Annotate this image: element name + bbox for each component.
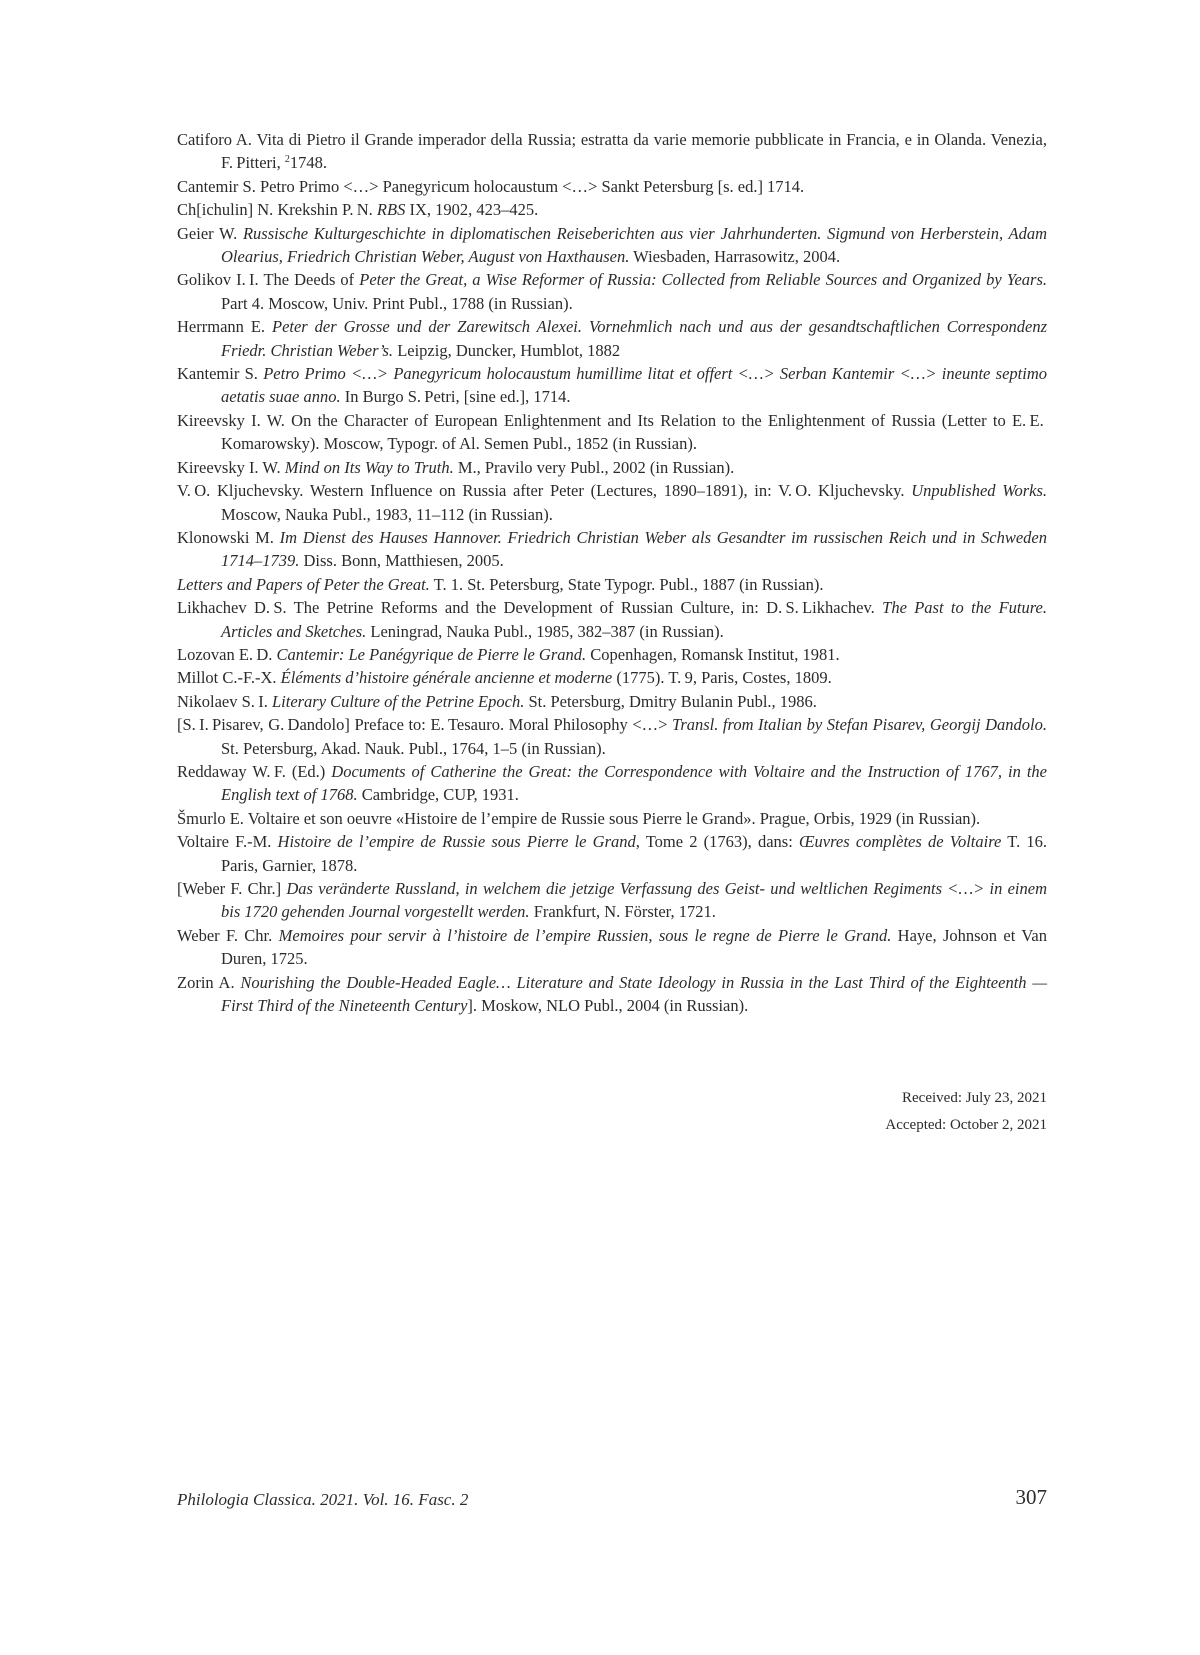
reference-text: Kireevsky I. W. On the Character of European Enlightenment and Its Relation to the Enlightenment of Russia (Letter to E. E. Komarowsky). Moscow, Typogr. of Al. Semen Publ., 1852 (in Russian). <box>177 410 1047 454</box>
page-number: 307 <box>1015 1485 1047 1509</box>
reference-entry <box>177 573 1047 596</box>
reference-text: Likhachev D. S. The Petrine Reforms and the Development of Russian Culture, in: D. S. Likhachev. <box>177 598 883 618</box>
reference-entry <box>177 643 1047 666</box>
reference-text: Geier W. <box>177 223 243 243</box>
reference-text: Weber F. Chr. <box>177 925 279 945</box>
reference-text: Zorin A. <box>177 972 241 992</box>
reference-entry <box>177 713 1047 760</box>
reference-entry <box>177 315 1047 362</box>
reference-title: Histoire de l’empire de Russie sous Pierre le Grand <box>277 832 636 852</box>
reference-text: Golikov I. I. The Deeds of <box>177 270 360 290</box>
journal-footer: Philologia Classica. 2021. Vol. 16. Fasc. 2 <box>177 1490 469 1509</box>
reference-title: The Past to the Future. Articles and Sketches. <box>221 598 1047 641</box>
reference-text: Šmurlo E. Voltaire et son oeuvre «Histoire de l’empire de Russie sous Pierre le Grand». Prague, Orbis, 1929 (in Russian). <box>177 808 981 828</box>
reference-text: , Tome 2 (1763), dans: <box>635 832 799 852</box>
reference-text: Voltaire F.-M. <box>177 832 278 852</box>
reference-text: St. Petersburg, Akad. Nauk. Publ., 1764, 1–5 (in Russian). <box>221 738 606 758</box>
reference-title: Memoires pour servir à l’histoire de l’empire Russien, sous le regne de Pierre le Grand. <box>278 925 892 945</box>
reference-text: Haye, Johnson et Van Duren, 1725. <box>221 925 1047 969</box>
reference-title: Œuvres complètes de Voltaire <box>798 832 1002 852</box>
reference-title: Russische Kulturgeschichte in diplomatischen Reiseberichten aus vier Jahrhunderten. Sigmund von Herberstein, Adam Olearius, Friedrich Christian Weber, August von Haxthausen. <box>221 223 1047 267</box>
reference-entry <box>177 760 1047 807</box>
reference-entry <box>177 128 1047 175</box>
reference-entry <box>177 362 1047 409</box>
reference-text: Nikolaev S. I. <box>177 691 272 711</box>
reference-text: IX, 1902, 423–425. <box>405 200 539 220</box>
reference-title: Nourishing the Double-Headed Eagle… Literature and State Ideology in Russia in the Last Third of the Eighteenth — First Third of the Nineteenth Century <box>221 972 1047 1016</box>
reference-entry <box>177 877 1047 924</box>
reference-text: Leningrad, Nauka Publ., 1985, 382–387 (in Russian). <box>366 621 724 641</box>
submission-dates <box>885 1085 1047 1139</box>
reference-entry <box>177 222 1047 269</box>
accepted-date: Accepted: October 2, 2021 <box>885 1117 1047 1133</box>
reference-list <box>177 128 1047 1017</box>
reference-entry <box>177 268 1047 315</box>
reference-entry <box>177 526 1047 573</box>
reference-text: 1748. <box>289 153 327 173</box>
reference-title: Peter der Grosse und der Zarewitsch Alexei. Vornehmlich nach und aus der gesandtschaftlichen Correspondenz Friedr. Christian Weber’s. <box>221 317 1048 360</box>
reference-entry <box>177 479 1047 526</box>
reference-text: In Burgo S. Petri, [sine ed.], 1714. <box>340 387 571 407</box>
reference-title: Unpublished Works. <box>911 481 1048 501</box>
reference-text: Diss. Bonn, Matthiesen, 2005. <box>299 551 504 571</box>
reference-entry <box>177 830 1047 877</box>
reference-text: Herrmann E. <box>177 317 272 337</box>
reference-text: [S. I. Pisarev, G. Dandolo] Preface to: E. Tesauro. Moral Philosophy <…> <box>177 715 673 735</box>
reference-entry <box>177 596 1047 643</box>
reference-text: Copenhagen, Romansk Institut, 1981. <box>586 644 840 664</box>
edition-superscript: 2 <box>284 154 290 166</box>
reference-text: Klonowski M. <box>177 527 280 547</box>
reference-text: Kireevsky I. W. <box>177 457 285 477</box>
reference-entry <box>177 198 1047 221</box>
reference-text: Cantemir S. Petro Primo <…> Panegyricum holocaustum <…> Sankt Petersburg [s. ed.] 1714. <box>177 176 805 196</box>
reference-text: Moscow, Nauka Publ., 1983, 11–112 (in Russian). <box>221 504 553 524</box>
reference-text: Reddaway W. F. (Ed.) <box>177 761 332 781</box>
reference-entry <box>177 666 1047 689</box>
reference-text: Millot C.-F.-X. <box>177 668 281 688</box>
reference-text: Part 4. Moscow, Univ. Print Publ., 1788 (in Russian). <box>221 293 573 313</box>
reference-title: Petro Primo <…> Panegyricum holocaustum humillime litat et offert <…> Serban Kantemir <…> ineunte septimo aetatis suae anno. <box>221 364 1047 407</box>
reference-title: Documents of Catherine the Great: the Correspondence with Voltaire and the Instruction of 1767, in the English text of 1768. <box>221 761 1047 805</box>
reference-text: St. Petersburg, Dmitry Bulanin Publ., 1986. <box>524 691 817 711</box>
reference-title: Éléments d’histoire générale ancienne et moderne <box>280 668 613 688</box>
reference-text: T. 1. St. Petersburg, State Typogr. Publ., 1887 (in Russian). <box>429 574 824 594</box>
reference-text: (1775). T. 9, Paris, Costes, 1809. <box>612 668 832 688</box>
reference-text: Kantemir S. <box>177 364 264 384</box>
reference-title: Im Dienst des Hauses Hannover. Friedrich Christian Weber als Gesandter im russischen Reich und in Schweden 1714–1739. <box>221 527 1048 571</box>
reference-entry <box>177 807 1047 830</box>
reference-entry <box>177 456 1047 479</box>
received-date: Received: July 23, 2021 <box>902 1090 1047 1106</box>
reference-entry <box>177 971 1047 1018</box>
reference-text: [Weber F. Chr.] <box>177 879 287 898</box>
reference-text: Leipzig, Duncker, Humblot, 1882 <box>393 340 621 360</box>
reference-text: Ch[ichulin] N. Krekshin P. N. <box>177 200 377 220</box>
reference-text: T. 16. Paris, Garnier, 1878. <box>221 832 1047 875</box>
reference-entry <box>177 409 1047 456</box>
reference-text: Wiesbaden, Harrasowitz, 2004. <box>629 247 841 267</box>
reference-text: Catiforo A. Vita di Pietro il Grande imperador della Russia; estratta da varie memorie pubblicate in Francia, e in Olanda. Venezia, F. Pitteri, <box>177 130 1047 173</box>
reference-title: Das veränderte Russland, in welchem die jetzige Verfassung des Geist- und weltlichen Regiments <…> in einem bis 1720 gehenden Journal vorgestellt werden. <box>221 879 1048 922</box>
reference-title: Peter the Great, a Wise Reformer of Russia: Collected from Reliable Sources and Organized by Years. <box>359 270 1047 290</box>
reference-title: Cantemir: Le Panégyrique de Pierre le Grand. <box>276 644 587 664</box>
reference-title: Literary Culture of the Petrine Epoch. <box>271 691 525 711</box>
reference-entry <box>177 690 1047 713</box>
reference-text: Frankfurt, N. Förster, 1721. <box>529 902 716 922</box>
reference-title: Transl. from Italian by Stefan Pisarev, Georgij Dandolo. <box>672 715 1047 735</box>
reference-text: ]. Moskow, NLO Publ., 2004 (in Russian). <box>467 996 749 1016</box>
reference-text: V. O. Kljuchevsky. Western Influence on Russia after Peter (Lectures, 1890–1891), in: V. O. Kljuchevsky. <box>177 481 912 501</box>
reference-text: M., Pravilo very Publ., 2002 (in Russian). <box>453 457 735 477</box>
reference-title: Letters and Papers of Peter the Great. <box>177 574 430 594</box>
reference-text: Cambridge, CUP, 1931. <box>357 785 519 805</box>
reference-title: Mind on Its Way to Truth. <box>284 457 454 477</box>
reference-text: Lozovan E. D. <box>177 644 277 664</box>
reference-entry <box>177 175 1047 198</box>
reference-title: RBS <box>376 200 406 220</box>
reference-entry <box>177 924 1047 971</box>
